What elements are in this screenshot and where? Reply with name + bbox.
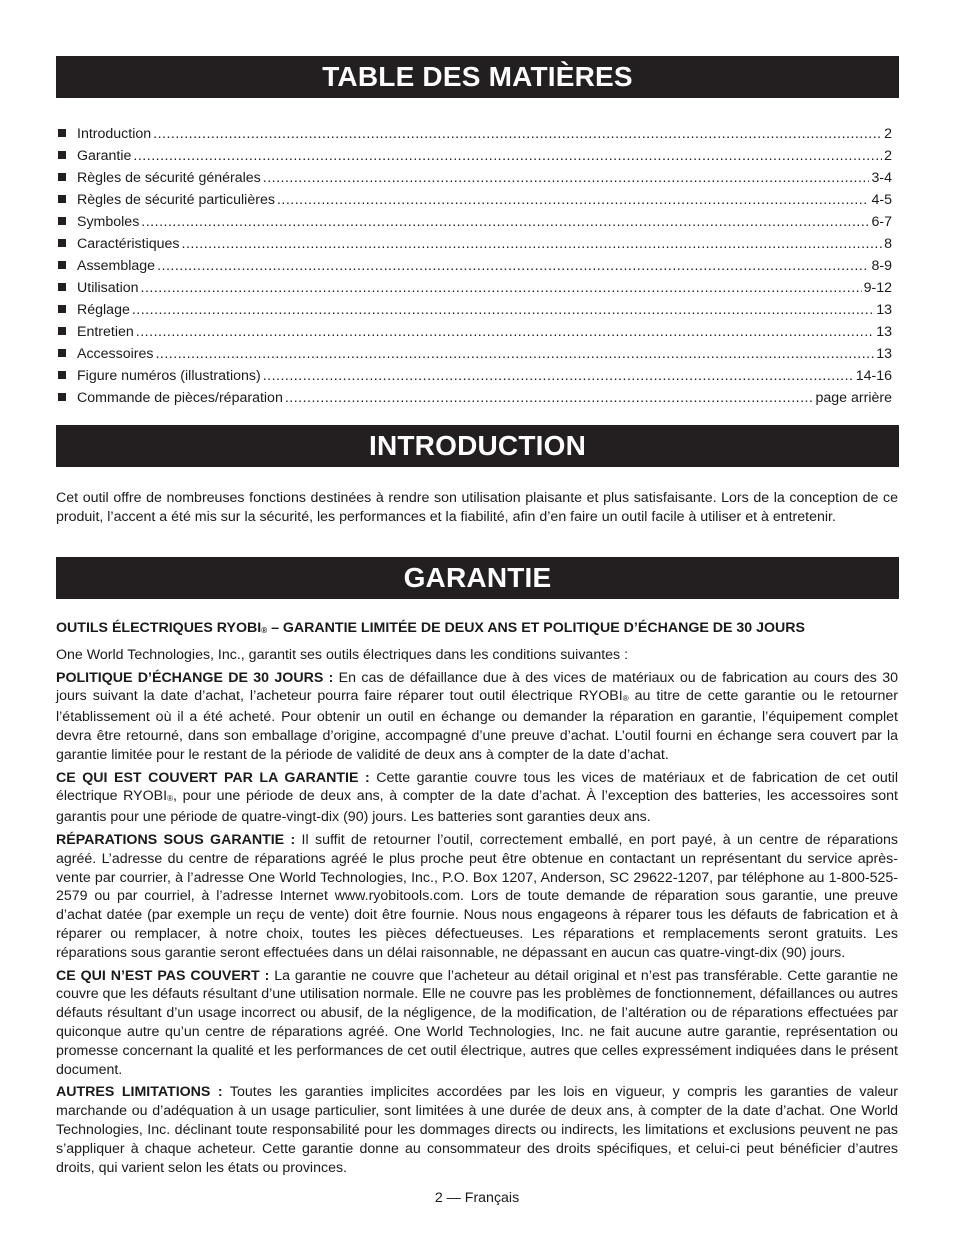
toc-leader-dots: [285, 387, 814, 409]
toc-item: [58, 343, 892, 365]
square-bullet-icon: [58, 283, 66, 291]
toc-item-page: 13: [876, 346, 892, 362]
garantie-heading: [56, 619, 898, 640]
toc-item-title: Garantie: [77, 148, 132, 164]
toc-item: [58, 277, 892, 299]
toc-item-title: Règles de sécurité particulières: [77, 192, 275, 208]
toc-item-page: 13: [876, 302, 892, 318]
toc-item-title: Accessoires: [77, 346, 154, 362]
garantie-repairs: [56, 831, 898, 963]
toc-item-page: page arrière: [815, 390, 892, 406]
repairs-text: Il suffit de retourner l’outil, correctement emballé, en port payé, à un centre de réparations agréé. L’adresse du centre de réparations agréé le plus proche peut être obtenue en contactant un représentant du service après-vente par courrier, à l’adresse One World Technologies, Inc., P.O. Box 1207, Anderson, SC 29622-1207, par téléphone au 1-800-525-2579 ou par courriel, à l’adresse Internet www.ryobitools.com. Lors de toute demande de réparation sous garantie, une preuve d’achat datée (par exemple un reçu de vente) doit être fournie. Nous nous engageons à réparer tous les défauts de fabrication et à réparer ou remplacer, à notre choix, toutes les pièces défectueuses. Les réparations et remplacements seront gratuits. Les réparations sous garantie seront effectuées dans un délai raisonnable, ne dépassant en aucun cas quatre-vingt-dix (90) jours.: [56, 831, 899, 961]
square-bullet-icon: [58, 349, 66, 357]
coverage-text-a: Cette garantie couvre tous les vices de matériaux et de fabrication de cet outil électrique RYOBI: [56, 769, 898, 805]
garantie-coverage: [56, 769, 898, 827]
exchange-policy-text-a: En cas de défaillance due à des vices de matériaux ou de fabrication au cours des 30 jours suivant la date d’achat, l’acheteur pourra faire réparer tout outil électrique RYOBI: [56, 669, 898, 705]
toc-item-title: Règles de sécurité générales: [77, 170, 261, 186]
square-bullet-icon: [58, 305, 66, 313]
not-covered-text: La garantie ne couvre que l’acheteur au détail original et n’est pas transférable. Cette garantie ne couvre que les défauts résultant d’une utilisation normale. Elle ne couvre pas les problèmes de fonctionnement, défaillances ou autres défauts résultant d’un usage incorrect ou abusif, de la négligence, de la modification, de l’altération ou de réparations effectuées par quiconque autre qu’un centre de réparations agréé. One World Technologies, Inc. ne fait aucune autre garantie, représentation ou promesse concernant la qualité et les performances de cet outil électrique, autres que celles expressément indiquées dans le présent document.: [56, 967, 899, 1078]
toc-item-page: 8-9: [871, 258, 892, 274]
garantie-other-limitations: [56, 1083, 898, 1177]
toc-item-title: Réglage: [77, 302, 130, 318]
toc-leader-dots: [263, 365, 854, 387]
toc-item-page: 6-7: [871, 214, 892, 230]
toc-item-title: Commande de pièces/réparation: [77, 390, 283, 406]
toc-item-page: 8: [884, 236, 892, 252]
square-bullet-icon: [58, 371, 66, 379]
toc-item-title: Assemblage: [77, 258, 156, 274]
garantie-heading-brand: OUTILS ÉLECTRIQUES RYOBI: [56, 620, 262, 636]
garantie-exchange-policy: [56, 669, 898, 765]
garantie-intro: One World Technologies, Inc., garantit ses outils électriques dans les conditions suivantes :: [56, 646, 629, 663]
toc-item-page: 3-4: [871, 170, 892, 186]
toc-leader-dots: [277, 189, 870, 211]
toc-leader-dots: [141, 277, 862, 299]
coverage-text-b: , pour une période de deux ans, à compter de la date d’achat. À l’exception des batteries, les accessoires sont garantis pour une période de quatre-vingt-dix (90) jours. Les batteries sont garanties deux ans.: [56, 788, 899, 826]
introduction-text: Cet outil offre de nombreuses fonctions destinées à rendre son utilisation plaisante et plus satisfaisante. Lors de la conception de ce produit, l’accent a été mis sur la sécurité, les performances et la fiabilité, afin d’en faire un outil facile à utiliser et à entretenir.: [56, 490, 898, 525]
toc-item-page: 13: [876, 324, 892, 340]
toc-item-title: Figure numéros (illustrations): [77, 368, 261, 384]
page-footer: [0, 1190, 954, 1206]
toc-leader-dots: [153, 123, 882, 145]
toc-leader-dots: [157, 255, 869, 277]
toc-item-page: 9-12: [863, 280, 892, 296]
toc-item-page: 2: [884, 126, 892, 142]
registered-mark: ®: [622, 694, 629, 704]
square-bullet-icon: [58, 173, 66, 181]
garantie-section: [56, 619, 898, 1181]
garantie-not-covered: [56, 967, 898, 1080]
toc-item-title: Entretien: [77, 324, 134, 340]
toc-leader-dots: [182, 233, 883, 255]
toc-list: [58, 123, 892, 409]
coverage-label: CE QUI EST COUVERT PAR LA GARANTIE :: [56, 769, 370, 786]
toc-leader-dots: [132, 299, 874, 321]
square-bullet-icon: [58, 151, 66, 159]
other-limitations-label: AUTRES LIMITATIONS :: [56, 1084, 223, 1101]
toc-item: [58, 321, 892, 343]
square-bullet-icon: [58, 129, 66, 137]
toc-item: [58, 299, 892, 321]
garantie-title: GARANTIE: [56, 557, 899, 599]
toc-item: [58, 365, 892, 387]
square-bullet-icon: [58, 393, 66, 401]
exchange-policy-label: POLITIQUE D’ÉCHANGE DE 30 JOURS :: [56, 669, 334, 686]
exchange-policy-text-b: au titre de cette garantie ou le retourner l’établissement où il a été acheté. Pour obtenir un outil en échange ou demander la réparation en garantie, l’équipement complet devra être retourné, dans son emballage d’origine, accompagné d’une preuve d’achat. L’outil fourni en échange sera couvert par la garantie limitée pour le restant de la période de validité de deux ans à compter de la date d’achat.: [56, 688, 899, 763]
toc-item-title: Introduction: [77, 126, 152, 142]
toc-item: [58, 145, 892, 167]
toc-item-page: 14-16: [855, 368, 892, 384]
repairs-label: RÉPARATIONS SOUS GARANTIE :: [56, 831, 296, 848]
toc-item: [58, 123, 892, 145]
toc-item-title: Symboles: [77, 214, 140, 230]
toc-item-page: 4-5: [871, 192, 892, 208]
toc-item-title: Utilisation: [77, 280, 139, 296]
toc-item: [58, 167, 892, 189]
toc-leader-dots: [263, 167, 870, 189]
garantie-heading-rest: – GARANTIE LIMITÉE DE DEUX ANS ET POLITIQUE D’ÉCHANGE DE 30 JOURS: [267, 620, 806, 636]
toc-item: [58, 211, 892, 233]
toc-leader-dots: [136, 321, 874, 343]
square-bullet-icon: [58, 327, 66, 335]
introduction-title: INTRODUCTION: [56, 425, 899, 467]
page-number: 2 — Français: [434, 1190, 520, 1206]
square-bullet-icon: [58, 217, 66, 225]
not-covered-label: CE QUI N’EST PAS COUVERT :: [56, 967, 270, 984]
toc-item: [58, 189, 892, 211]
toc-item-page: 2: [884, 148, 892, 164]
registered-mark: ®: [167, 794, 173, 804]
toc-title: TABLE DES MATIÈRES: [56, 56, 899, 98]
square-bullet-icon: [58, 261, 66, 269]
toc-leader-dots: [141, 211, 869, 233]
square-bullet-icon: [58, 239, 66, 247]
toc-item: [58, 233, 892, 255]
toc-leader-dots: [133, 145, 882, 167]
toc-leader-dots: [155, 343, 874, 365]
toc-item: [58, 387, 892, 409]
registered-mark: ®: [261, 626, 268, 635]
other-limitations-text: Toutes les garanties implicites accordées par les lois en vigueur, y compris les garanties de valeur marchande ou d’adéquation à un usage particulier, sont limitées à une durée de deux ans, à compter de la date d’achat. One World Technologies, Inc. déclinant toute responsabilité pour les dommages directs ou indirects, les limitations et exclusions peuvent ne pas s’appliquer à chaque acheteur. Cette garantie donne au consommateur des droits spécifiques, et celui-ci peut bénéficier d’autres droits, qui varient selon les états ou provinces.: [56, 1084, 898, 1176]
square-bullet-icon: [58, 195, 66, 203]
toc-item: [58, 255, 892, 277]
toc-item-title: Caractéristiques: [77, 236, 180, 252]
